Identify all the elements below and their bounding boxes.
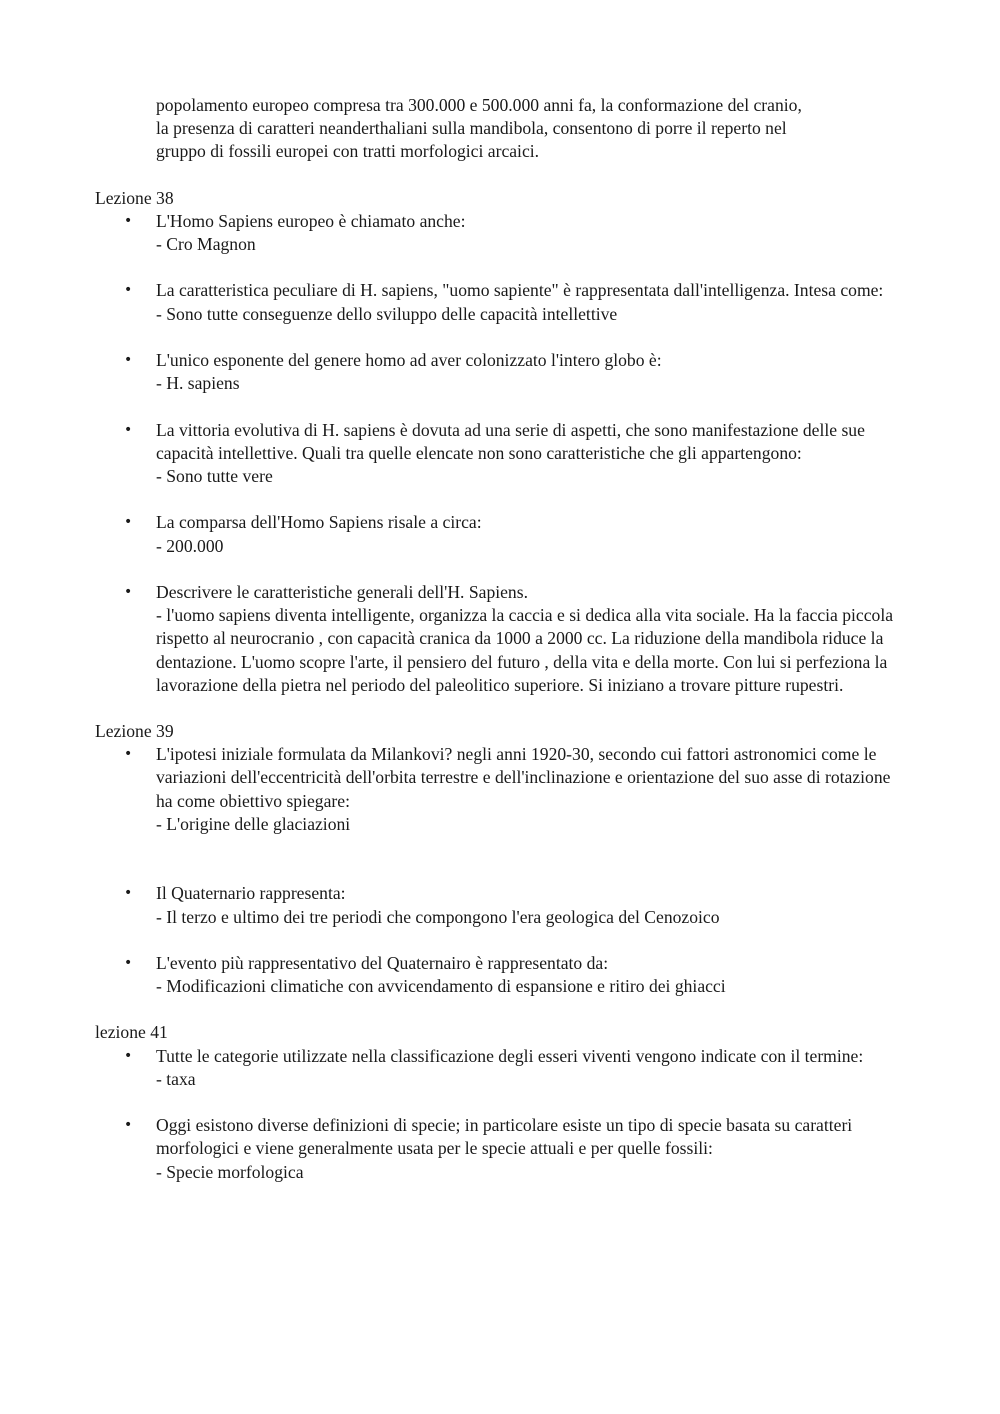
bullet-icon: • xyxy=(124,282,133,299)
answer-text: - Specie morfologica xyxy=(156,1161,304,1182)
question-text: L'evento più rappresentativo del Quaternairo è rappresentato da: xyxy=(156,953,609,973)
answer-text: - Modificazioni climatiche con avvicendamento di espansione e ritiro dei ghiacci xyxy=(156,976,726,997)
question-text: L'unico esponente del genere homo ad aver colonizzato l'intero globo è: xyxy=(156,350,662,370)
answer-text: - l'uomo sapiens diventa intelligente, organizza la caccia e si dedica alla vita sociale. Ha la faccia piccola rispetto al neurocranio , con capacità cranica da 1000 a 2000 cc. La riduzione della mandibola riduce la dentazione. L'uomo scopre l'arte, il pensiero del futuro , della vita e della morte. Con lui si perfeziona la lavorazione della pietra nel periodo del paleolitico superiore. Si iniziano a trovare pitture rupestri. xyxy=(156,605,894,695)
intro-line: la presenza di caratteri neanderthaliani sulla mandibola, consentono di porre il reperto nel xyxy=(156,118,787,139)
answer-text: - Sono tutte conseguenze dello sviluppo delle capacità intellettive xyxy=(156,303,618,324)
lesson-heading: lezione 41 xyxy=(95,1022,168,1043)
bullet-icon: • xyxy=(124,746,133,763)
bullet-icon: • xyxy=(124,583,133,600)
question-text: L'Homo Sapiens europeo è chiamato anche: xyxy=(156,210,466,231)
bullet-icon: • xyxy=(124,514,133,531)
lesson-heading: Lezione 38 xyxy=(95,187,174,208)
list-item xyxy=(95,882,905,928)
question-text: La comparsa dell'Homo Sapiens risale a circa: xyxy=(156,512,482,533)
bullet-icon: • xyxy=(124,212,133,229)
answer-text: - Il terzo e ultimo dei tre periodi che compongono l'era geologica del Cenozoico xyxy=(156,906,720,927)
answer-text: - L'origine delle glaciazioni xyxy=(156,813,351,834)
lesson-39 xyxy=(95,720,905,998)
question-text: Il Quaternario rappresenta: xyxy=(156,883,346,904)
list-item xyxy=(95,952,905,998)
lesson-41 xyxy=(95,1021,905,1183)
answer-text: - taxa xyxy=(156,1068,196,1089)
answer-text: - Sono tutte vere xyxy=(156,466,273,486)
question-text: Oggi esistono diverse definizioni di specie; in particolare esiste un tipo di specie basata su caratteri morfologici e viene generalmente usata per le specie attuali e per quelle fossili: xyxy=(156,1115,853,1159)
bullet-icon: • xyxy=(124,1117,133,1134)
question-text: L'ipotesi iniziale formulata da Milankovi? negli anni 1920-30, secondo cui fattori astronomici come le variazioni dell'eccentricità dell'orbita terrestre e dell'inclinazione e orientazione del suo asse di rotazione ha come obiettivo spiegare: xyxy=(156,744,891,811)
list-item xyxy=(95,210,905,256)
list-item xyxy=(95,743,905,836)
list-item xyxy=(95,1114,905,1184)
answer-text: - 200.000 xyxy=(156,535,224,556)
lesson-38 xyxy=(95,187,905,697)
answer-text: - Cro Magnon xyxy=(156,234,256,255)
bullet-icon: • xyxy=(124,352,133,368)
list-item xyxy=(95,511,905,557)
intro-continuation xyxy=(156,94,905,164)
list-item xyxy=(95,419,905,489)
list-item xyxy=(95,581,905,697)
intro-line: popolamento europeo compresa tra 300.000 e 500.000 anni fa, la conformazione del cranio, xyxy=(156,95,802,115)
list-item xyxy=(95,1045,905,1091)
question-list xyxy=(95,210,905,697)
question-list xyxy=(95,743,905,998)
question-text: Descrivere le caratteristiche generali dell'H. Sapiens. xyxy=(156,581,528,602)
question-text: La caratteristica peculiare di H. sapiens, "uomo sapiente" è rappresentata dall'intelligenza. Intesa come: xyxy=(156,280,884,301)
list-item xyxy=(95,279,905,325)
bullet-icon: • xyxy=(124,421,133,438)
document-page xyxy=(95,94,905,1184)
bullet-icon: • xyxy=(124,1047,133,1064)
intro-line: gruppo di fossili europei con tratti morfologici arcaici. xyxy=(156,141,540,162)
bullet-icon: • xyxy=(124,955,133,971)
list-item xyxy=(95,349,905,395)
bullet-icon: • xyxy=(124,885,133,902)
question-text: La vittoria evolutiva di H. sapiens è dovuta ad una serie di aspetti, che sono manifestazione delle sue capacità intellettive. Quali tra quelle elencate non sono caratteristiche che gli appartengono: xyxy=(156,419,865,463)
lesson-heading: Lezione 39 xyxy=(95,721,174,741)
question-list xyxy=(95,1045,905,1184)
answer-text: - H. sapiens xyxy=(156,373,240,394)
question-text: Tutte le categorie utilizzate nella classificazione degli esseri viventi vengono indicate con il termine: xyxy=(156,1045,864,1066)
